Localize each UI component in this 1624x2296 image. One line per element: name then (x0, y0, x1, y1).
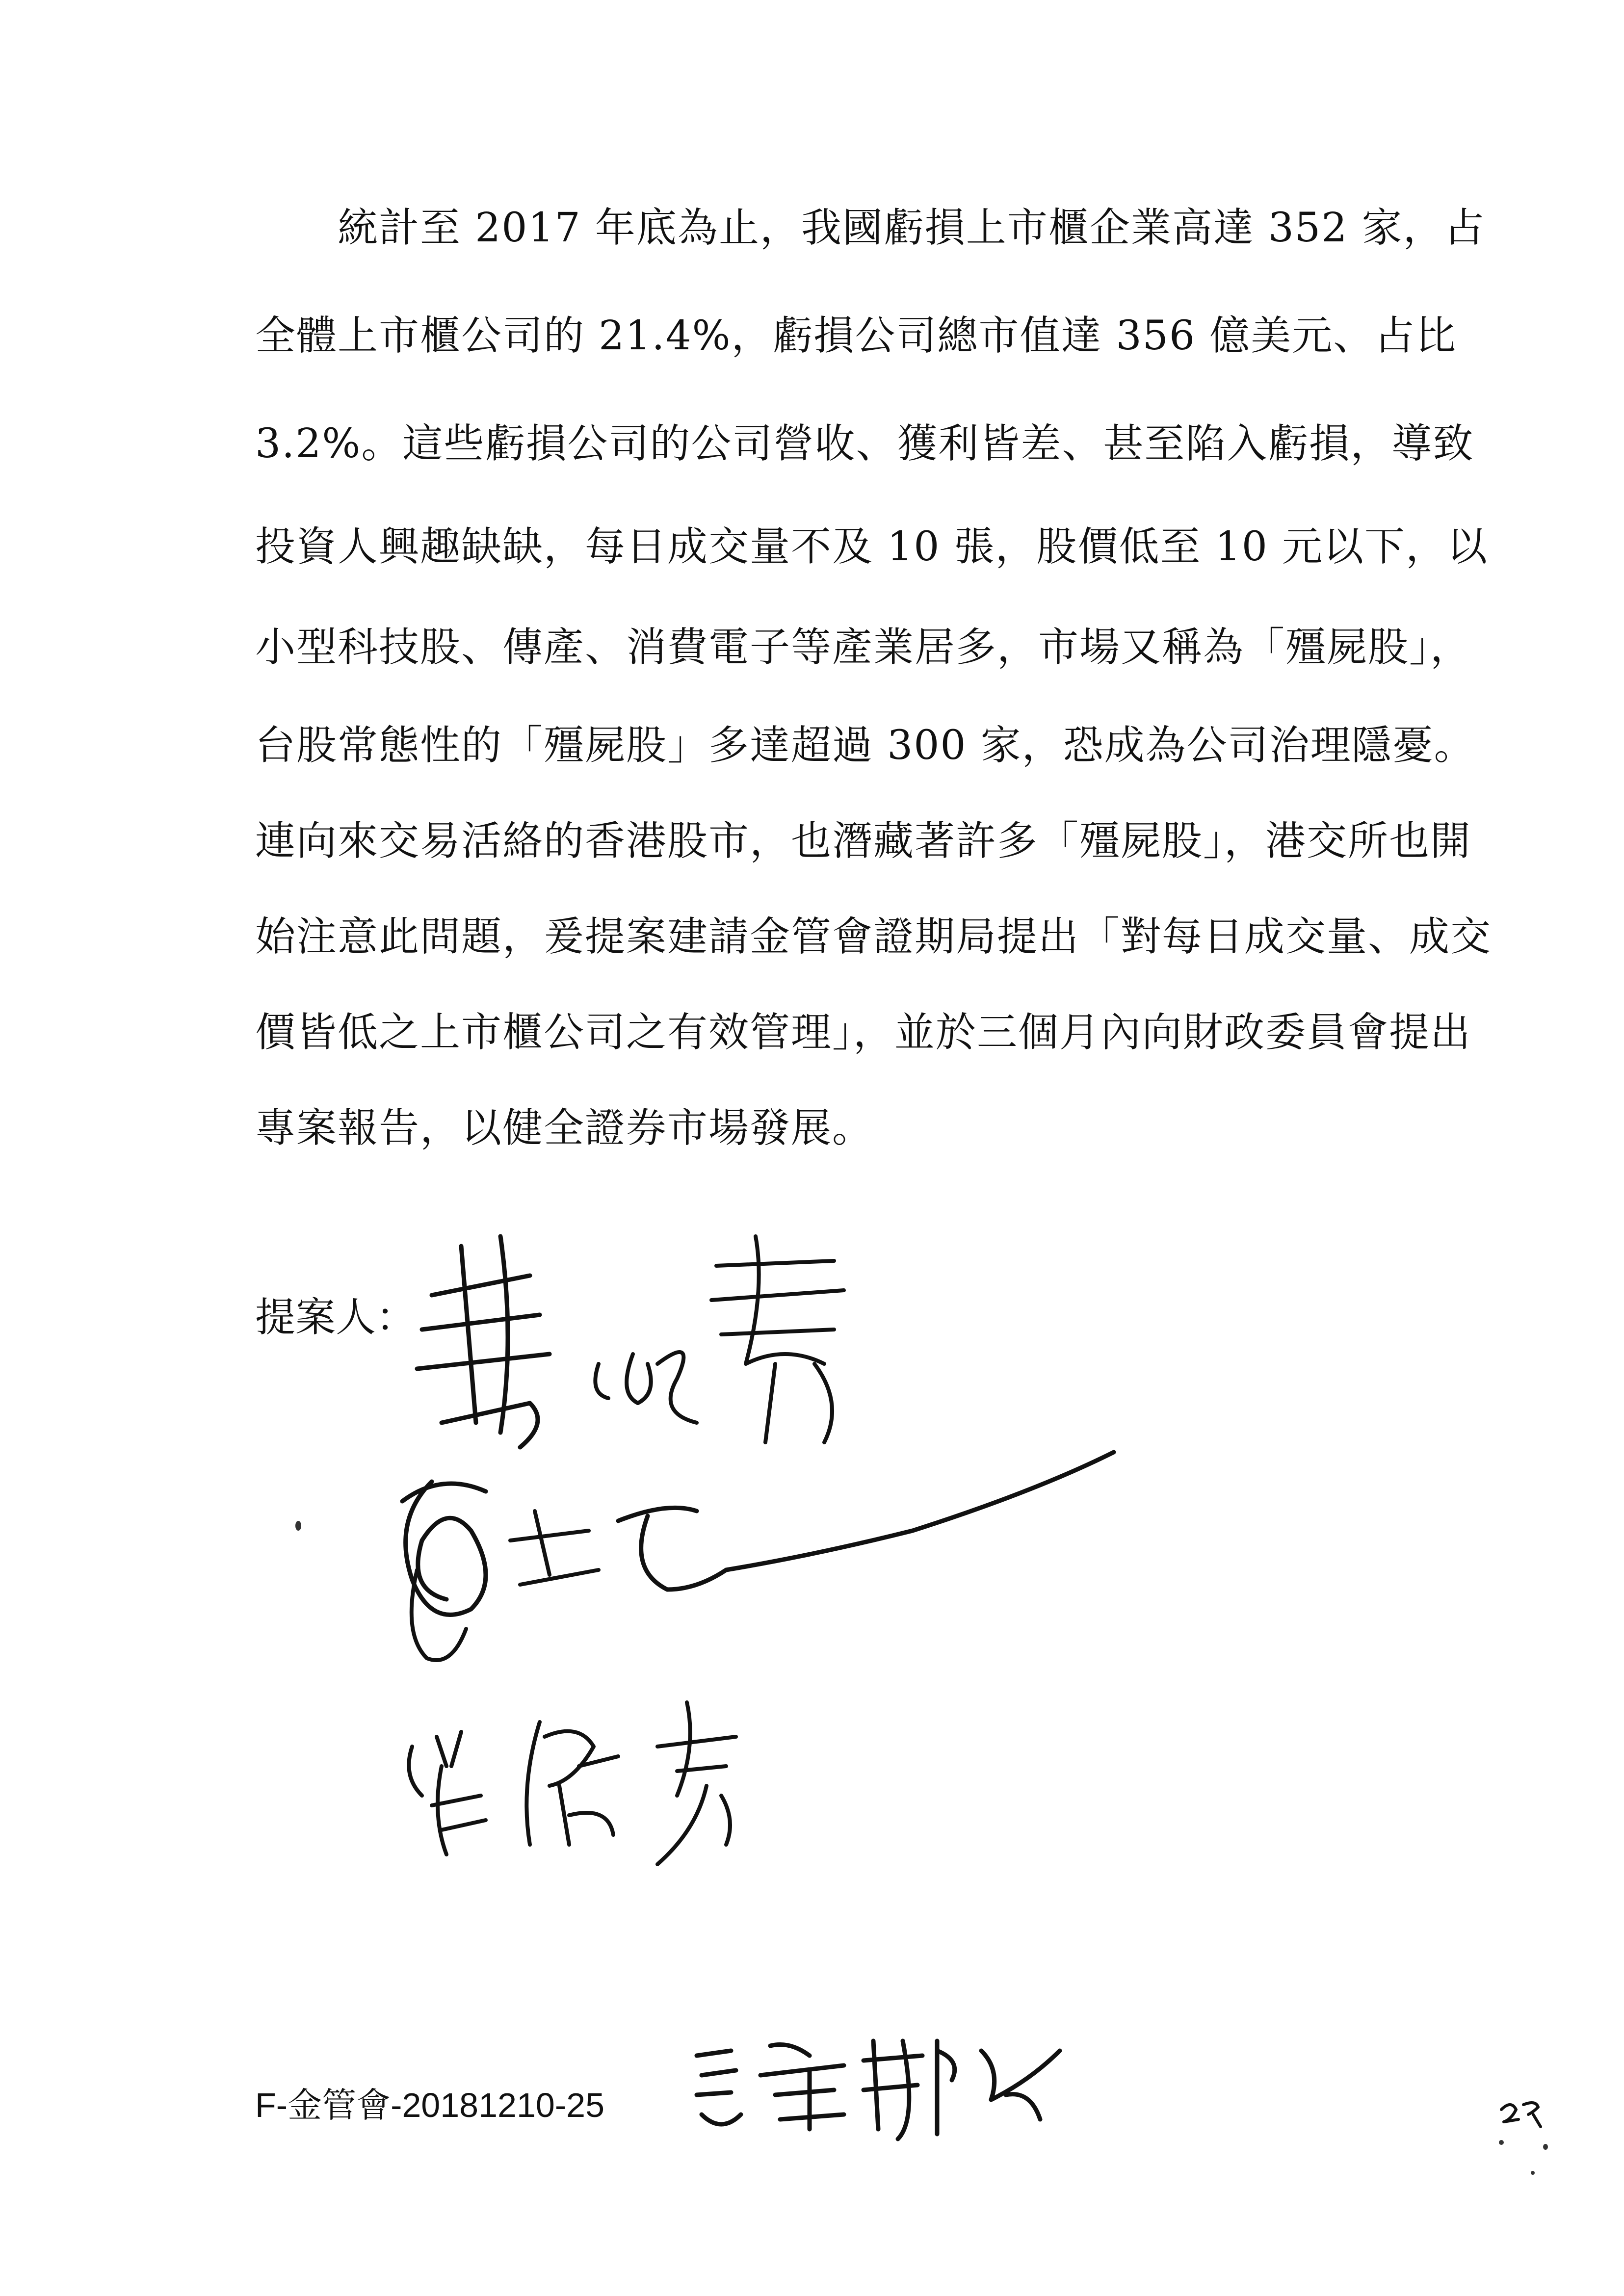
signature-2 (373, 1423, 1138, 1697)
ink-dot (1531, 2171, 1535, 2175)
body-line-7: 連向來交易活絡的香港股市，也潛藏著許多「殭屍股」，港交所也開 (255, 818, 1472, 864)
body-line-8: 始注意此問題，爰提案建請金管會證期局提出「對每日成交量、成交 (255, 913, 1492, 960)
body-line-4: 投資人興趣缺缺，每日成交量不及 10 張，股價低至 10 元以下，以 (255, 523, 1488, 570)
handwritten-mark-securities (687, 2021, 1070, 2149)
proposer-label: 提案人： (255, 1294, 417, 1341)
body-line-2: 全體上市櫃公司的 21.4%，虧損公司總市值達 356 億美元、占比 (255, 313, 1457, 359)
body-line-5: 小型科技股、傳產、消費電子等產業居多，市場又稱為「殭屍股」， (255, 624, 1472, 671)
ink-dot (1499, 2140, 1504, 2145)
signature-3 (383, 1668, 834, 1879)
ink-dot (295, 1521, 301, 1531)
body-line-10: 專案報告，以健全證券市場發展。 (255, 1105, 874, 1151)
document-code: F-金管會-20181210-25 (255, 2086, 604, 2124)
body-line-3: 3.2%。這些虧損公司的公司營收、獲利皆差、甚至陷入虧損，導致 (255, 420, 1474, 467)
body-line-9: 價皆低之上市櫃公司之有效管理」，並於三個月內向財政委員會提出 (255, 1009, 1472, 1056)
body-line-1: 統計至 2017 年底為止，我國虧損上市櫃企業高達 352 家，占 (255, 205, 1486, 251)
ink-dot (1543, 2144, 1548, 2150)
body-line-6: 台股常態性的「殭屍股」多達超過 300 家，恐成為公司治理隱憂。 (255, 722, 1475, 769)
page-number-handwritten (1496, 2090, 1555, 2129)
